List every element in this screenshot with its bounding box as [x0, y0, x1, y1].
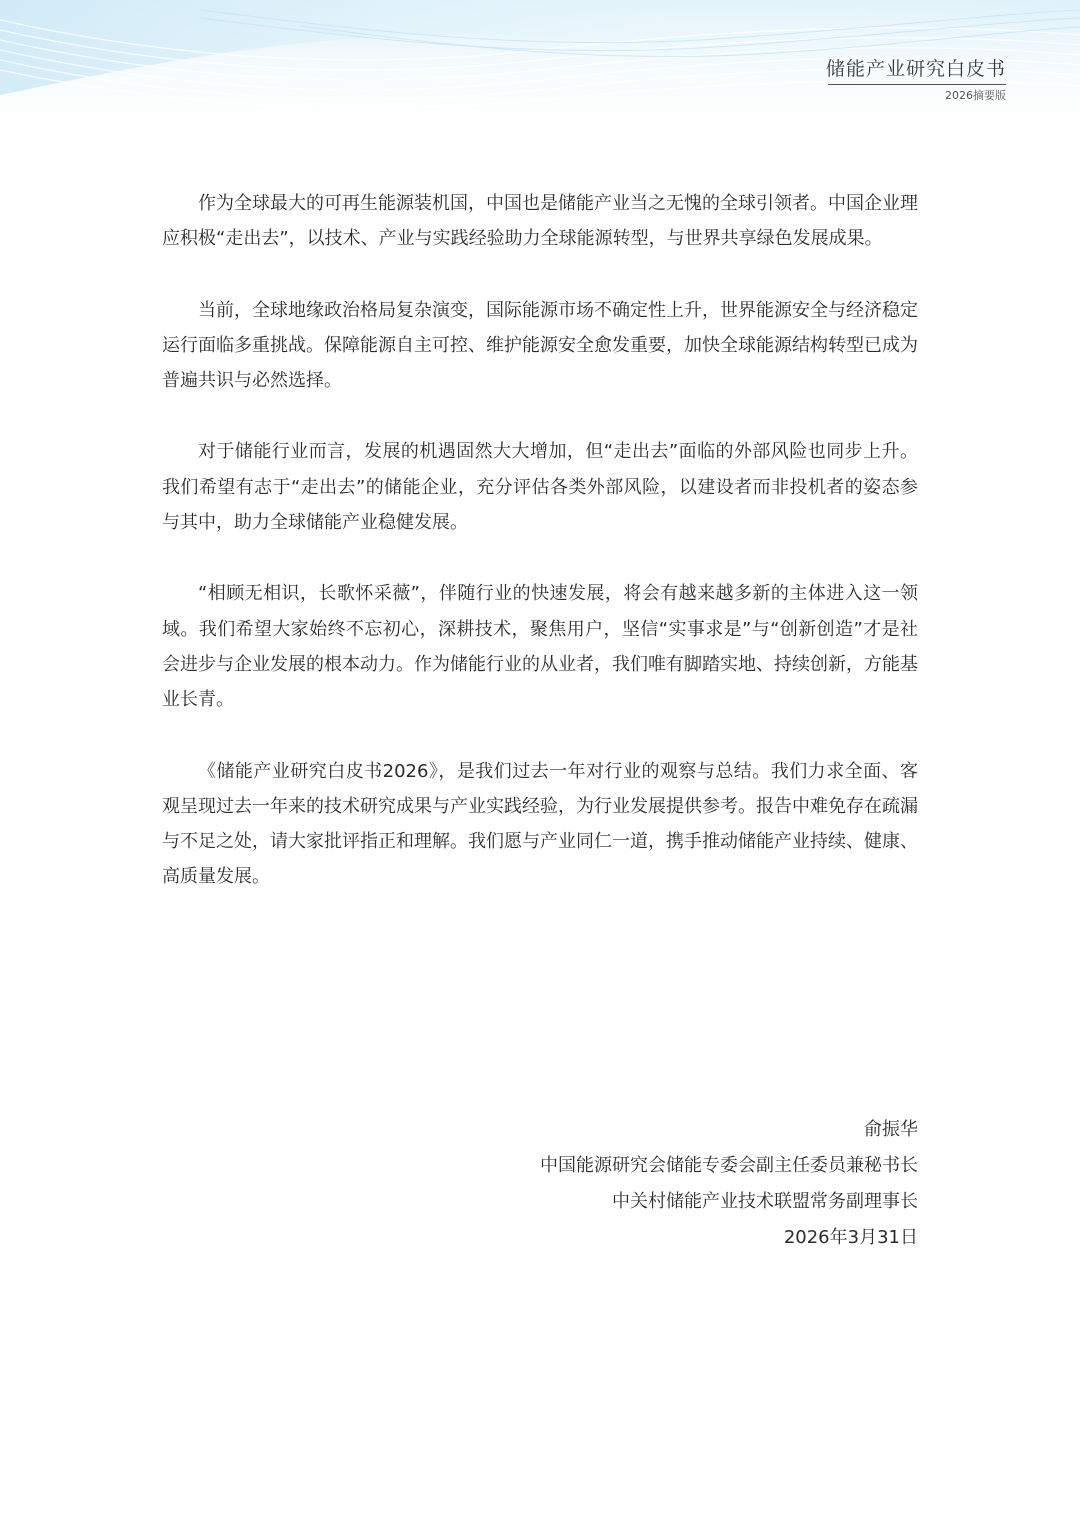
edition-label: 2026摘要版 [945, 89, 1006, 102]
document-title: 储能产业研究白皮书 [825, 58, 1006, 80]
signer-name: 俞振华 [864, 1119, 918, 1140]
paragraph-5: 《储能产业研究白皮书2026》，是我们过去一年对行业的观察与总结。我们力求全面、客观呈现过去一年来的技术研究成果与产业实践经验，为行业发展提供参考。报告中难免存在疏漏与不足之处，请大家批评指正和理解。我们愿与产业同仁一道，携手推动储能产业持续、健康、高质量发展。 [162, 760, 918, 888]
title-underline [828, 84, 1006, 85]
paragraph-1: 作为全球最大的可再生能源装机国，中国也是储能产业当之无愧的全球引领者。中国企业理应积极“走出去”，以技术、产业与实践经验助力全球能源转型，与世界共享绿色发展成果。 [162, 193, 918, 250]
paragraph-3: 对于储能行业而言，发展的机遇固然大大增加，但“走出去”面临的外部风险也同步上升。我们希望有志于“走出去”的储能企业，充分评估各类外部风险，以建设者而非投机者的姿态参与其中，助力全球储能产业稳健发展。 [162, 441, 918, 534]
paragraph-2: 当前，全球地缘政治格局复杂演变，国际能源市场不确定性上升，世界能源安全与经济稳定运行面临多重挑战。保障能源自主可控、维护能源安全愈发重要，加快全球能源结构转型已成为普遍共识与必然选择。 [162, 299, 918, 392]
signature-block [540, 1112, 918, 1256]
signature-date: 2026年3月31日 [783, 1227, 918, 1248]
signer-title-2: 中关村储能产业技术联盟常务副理事长 [612, 1191, 918, 1212]
preface-body [162, 186, 918, 931]
paragraph-4: “相顾无相识，长歌怀采薇”，伴随行业的快速发展，将会有越来越多新的主体进入这一领域。我们希望大家始终不忘初心，深耕技术，聚焦用户，坚信“实事求是”与“创新创造”才是社会进步与企业发展的根本动力。作为储能行业的从业者，我们唯有脚踏实地、持续创新，方能基业长青。 [162, 583, 918, 711]
signer-title-1: 中国能源研究会储能专委会副主任委员兼秘书长 [540, 1155, 918, 1176]
